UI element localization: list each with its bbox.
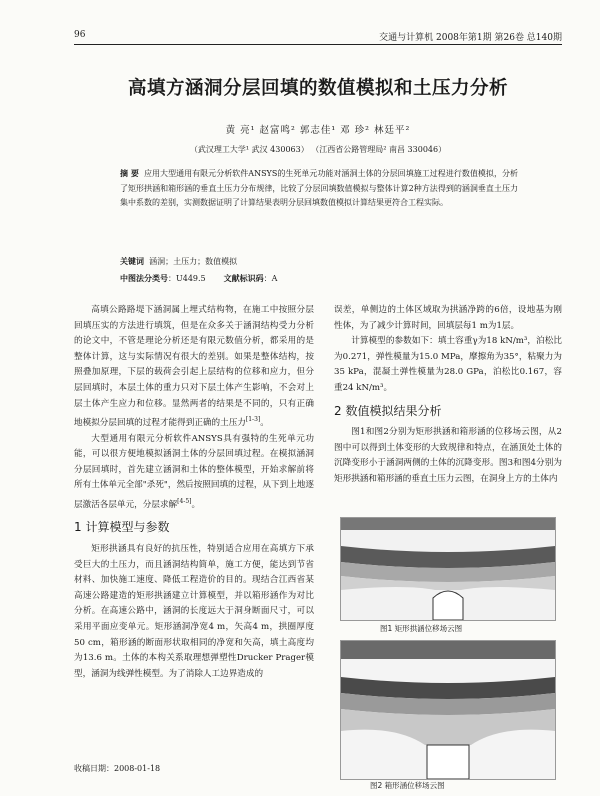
section-heading-1: 1 计算模型与参数: [74, 520, 170, 535]
body-paragraph: 大型通用有限元分析软件ANSYS具有强特的生死单元功能，可以很方便地模拟涵洞土体的分层回填过程。在模拟涵洞分层回填时，首先建立涵洞和土体的整体模型，开始求解前将所有土体单元全部"杀死"，然后按照回填的过程，从下到上地逐层激活各层单元，分层求解[4-5]。: [74, 433, 314, 510]
fig2-box-culvert: [427, 745, 469, 779]
keywords: [120, 256, 237, 267]
page-number: 96: [74, 30, 86, 40]
figure-1-svg: [341, 518, 555, 620]
figure-2-contour: [340, 640, 556, 780]
affiliation: （武汉理工大学¹ 武汉 430063） （江西省公路管理局² 南昌 330046）: [189, 145, 447, 154]
figure-1-contour: [340, 517, 556, 621]
abstract: [120, 166, 518, 211]
classification-label: 中图法分类号: [120, 273, 168, 283]
doc-code-value: A: [271, 274, 278, 283]
para-text: 高填公路路堤下涵洞属上埋式结构物，在施工中按照分层回填压实的方法进行填筑，但是在众多关于涵洞结构受力分析的论文中，不管是理论分析还是有限元数值分析，都采用的是整体计算，这与实际情况有很大的差别。如果是整体结构，按照叠加原理，下层的载荷会引起上层结构的位移和应力，但分层回填时，本层土体的重力只对下层土体产生影响，不会对上层土体产生应力和位移。显然两者的结果是不同的，只有正确地模拟分层回填的过程才能得到正确的土压力: [74, 305, 314, 429]
fig1-band-top: [341, 518, 555, 530]
classification-value: U449.5: [176, 274, 206, 283]
para-text: 大型通用有限元分析软件ANSYS具有强特的生死单元功能，可以很方便地模拟涵洞土体的分层回填过程。在模拟涵洞分层回填时，首先建立涵洞和土体的整体模型，开始求解前将所有土体单元全部"杀死"，然后按照回填的过程，从下到上地逐层激活各层单元，分层求解: [74, 433, 314, 510]
body-paragraph: 误差，单侧边的土体区域取为拱涵净跨的6倍，设地基为刚性体，为了减少计算时间，回填层每1 m为1层。: [334, 305, 562, 331]
keywords-text: 涵洞；土压力；数值模拟: [149, 257, 238, 266]
body-paragraph: 计算模型的参数如下：填土容重γ为18 kN/m³，泊松比为0.271，弹性模量为15.0 MPa，摩擦角为35°，粘聚力为35 kPa，混凝土弹性模量为28.0 GPa，泊松比0.167，容重24 kN/m³。: [334, 336, 562, 393]
classification: 中图法分类号：U449.5 文献标识码：A: [120, 273, 278, 283]
citation: [1-3]: [245, 416, 261, 424]
body-paragraph: 高填公路路堤下涵洞属上埋式结构物，在施工中按照分层回填压实的方法进行填筑，但是在众多关于涵洞结构受力分析的论文中，不管是理论分析还是有限元数值分析，都采用的是整体计算，这与实际情况有很大的差别。如果是整体结构，按照叠加原理，下层的载荷会引起上层结构的位移和应力，但分层回填时，本层土体的重力只对下层土体产生影响，不会对上层土体产生应力和位移。显然两者的结果是不同的，只有正确地模拟分层回填的过程才能得到正确的土压力[1-3]。: [74, 305, 314, 429]
figure-2-caption: 图2 箱形涵位移场云图: [370, 781, 445, 790]
fig1-culvert: [433, 591, 463, 620]
abstract-label: 摘 要: [120, 168, 139, 178]
right-column: [334, 303, 562, 488]
header-rule: [74, 44, 562, 45]
citation: [4-5]: [177, 497, 192, 505]
body-paragraph: 矩形拱涵具有良好的抗压性，特别适合应用在高填方下承受巨大的土压力，而且涵洞结构简单，施工方便，能达到节省材料、加快施工速度、降低工程造价的目的。现结合江西省某高速公路建造的矩形拱涵建立计算模型，并以箱形涵作为对比分析。在高速公路中，涵洞的长度远大于洞身断面尺寸，可以采用平面应变单元。矩形涵洞净宽4 m，矢高4 m，拱圈厚度50 cm，箱形涵的断面形状取相同的净宽和矢高，填土高度均为13.6 m。土体的本构关系取理想弹塑性Drucker Prager模型，涵洞为线弹性模型。为了消除人工边界造成的: [74, 544, 314, 679]
received-date: 收稿日期：2008-01-18: [74, 764, 161, 773]
keywords-label: 关键词: [120, 256, 144, 266]
authors: 黄 亮¹ 赵富鸣² 郭志佳¹ 邓 珍² 林廷平²: [225, 125, 411, 136]
journal-info: 交通与计算机 2008年第1期 第26卷 总140期: [379, 33, 562, 43]
paper-title: 高填方涵洞分层回填的数值模拟和土压力分析: [127, 78, 508, 99]
section-heading-2: 2 数值模拟结果分析: [334, 403, 442, 418]
figure-1-caption: 图1 矩形拱涵位移场云图: [380, 624, 463, 633]
doc-code-label: 文献标识码: [223, 273, 264, 283]
left-column: [74, 303, 314, 682]
body-paragraph: 图1和图2分别为矩形拱涵和箱形涵的位移场云图，从2图中可以得到土体变形的大致规律和特点，在涵顶处土体的沉降变形小于涵洞两侧的土体的沉降变形。图3和图4分别为矩形拱涵和箱形涵的垂直土压力云图，在洞身上方的土体内: [334, 427, 562, 484]
figure-2-svg: [341, 641, 555, 779]
abstract-text: 应用大型通用有限元分析软件ANSYS的生死单元功能对涵洞土体的分层回填施工过程进行数值模拟，分析了矩形拱涵和箱形涵的垂直土压力分布规律，比较了分层回填数值模拟与整体计算2种方法得到的涵洞垂直土压力集中系数的差别，实测数据证明了计算结果表明分层回填数值模拟计算结果更符合工程实际。: [120, 169, 518, 207]
fig2-band-top: [341, 641, 555, 659]
